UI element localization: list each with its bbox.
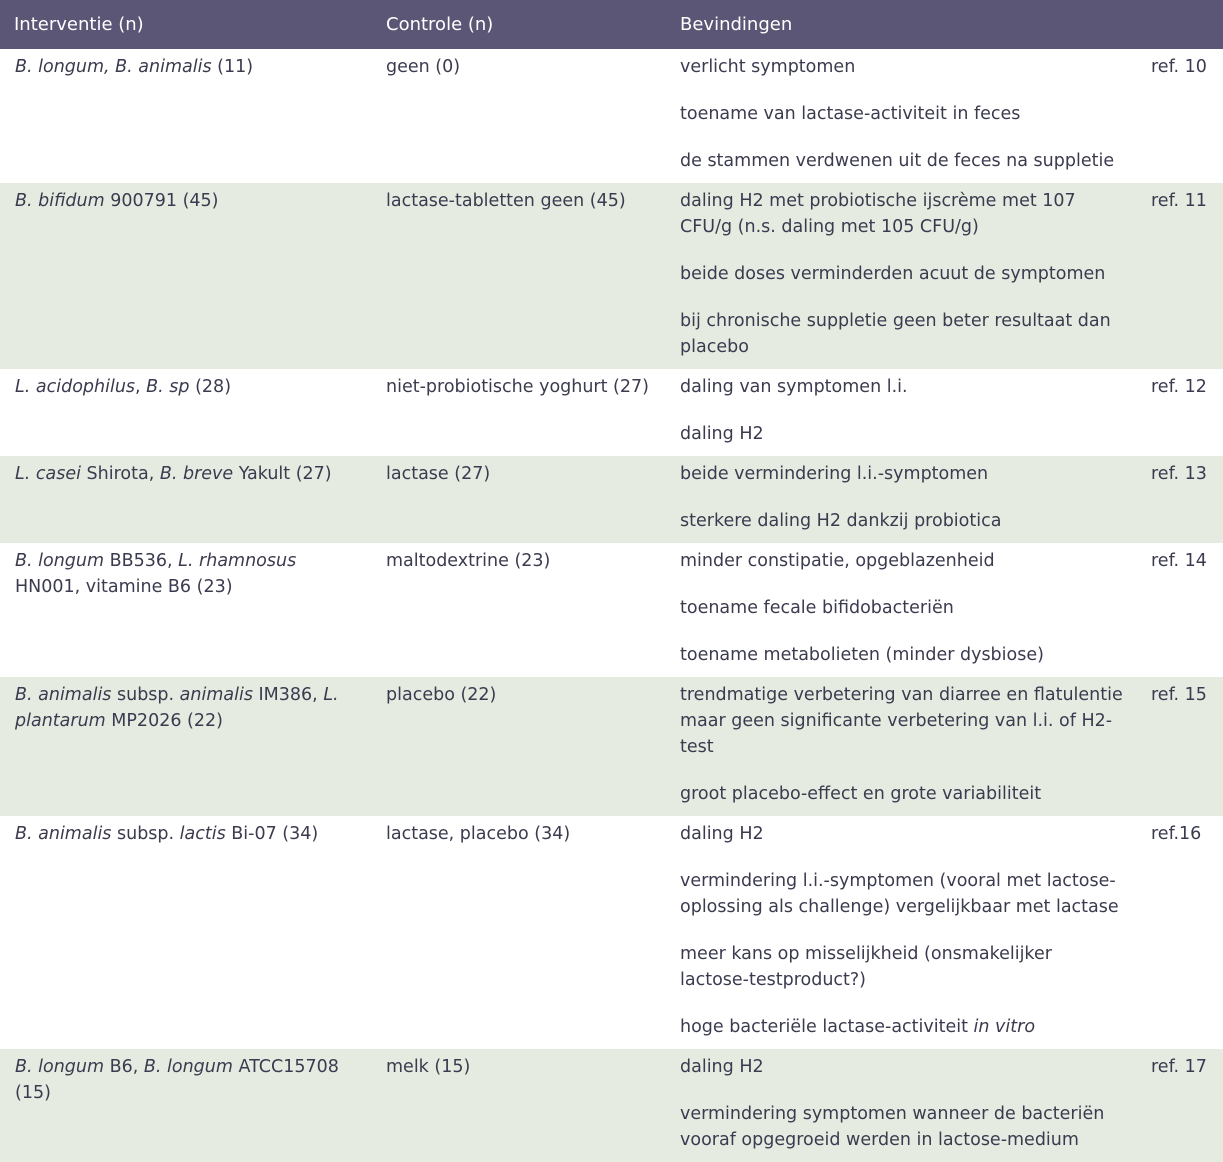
intervention-text: BB536,: [104, 551, 179, 571]
table-row: [0, 49, 1223, 183]
species-name: animalis: [179, 685, 253, 705]
intervention-text: ,: [135, 377, 147, 397]
finding-item: vermindering l.i.-symptomen (vooral met lactose-oplossing als challenge) vergelijkbaar met lactase: [680, 871, 1119, 917]
control-cell: [372, 369, 666, 456]
finding-item: daling H2 met probiotische ijscrème met 107 CFU/g (n.s. daling met 105 CFU/g): [680, 191, 1076, 237]
table-row: [0, 456, 1223, 543]
control-text: melk (15): [386, 1057, 471, 1077]
header-control: Controle (n): [372, 0, 666, 49]
finding-item: bij chronische suppletie geen beter resultaat dan placebo: [680, 311, 1111, 357]
species-name: B. animalis: [15, 824, 112, 844]
table-row: [0, 816, 1223, 1049]
findings-cell: [666, 369, 1139, 456]
finding-item: beide doses verminderden acuut de symptomen: [680, 264, 1106, 284]
table-row: [0, 677, 1223, 816]
finding-item: beide vermindering l.i.-symptomen: [680, 464, 989, 484]
intervention-text: (11): [211, 57, 254, 77]
control-text: geen (0): [386, 57, 461, 77]
finding-item: verlicht symptomen: [680, 57, 856, 77]
intervention-text: HN001, vitamine B6 (23): [15, 577, 233, 597]
intervention-text: Yakult (27): [233, 464, 332, 484]
ref-cell: [1139, 183, 1223, 369]
intervention-cell: [0, 677, 372, 816]
ref-cell: [1139, 816, 1223, 1049]
reference-label: ref. 14: [1151, 551, 1207, 571]
finding-item: de stammen verdwenen uit de feces na suppletie: [680, 151, 1115, 171]
ref-cell: [1139, 369, 1223, 456]
header-row: [0, 0, 1223, 49]
intervention-text: 900791 (45): [104, 191, 219, 211]
intervention-cell: [0, 369, 372, 456]
finding-item: minder constipatie, opgeblazenheid: [680, 551, 995, 571]
control-cell: [372, 816, 666, 1049]
finding-item: meer kans op misselijkheid (onsmakelijker lactose-testproduct?): [680, 944, 1052, 990]
table-row: [0, 183, 1223, 369]
intervention-cell: [0, 183, 372, 369]
header-intervention: Interventie (n): [0, 0, 372, 49]
ref-cell: [1139, 49, 1223, 183]
findings-cell: [666, 1049, 1139, 1162]
intervention-text: subsp.: [111, 824, 180, 844]
species-name: B. longum: [15, 551, 105, 571]
species-name: lactis: [179, 824, 226, 844]
reference-label: ref. 13: [1151, 464, 1207, 484]
header-findings: Bevindingen: [666, 0, 1139, 49]
header-ref: [1139, 0, 1223, 49]
findings-cell: [666, 816, 1139, 1049]
table-row: [0, 543, 1223, 677]
reference-label: ref. 11: [1151, 191, 1207, 211]
table-body: [0, 49, 1223, 1162]
control-text: lactase, placebo (34): [386, 824, 571, 844]
intervention-cell: [0, 543, 372, 677]
finding-item: hoge bacteriële lactase-activiteit in vitro: [680, 1017, 1036, 1037]
intervention-text: B6,: [104, 1057, 144, 1077]
control-cell: [372, 1049, 666, 1162]
intervention-cell: [0, 1049, 372, 1162]
species-name: B. bifidum: [15, 191, 105, 211]
ref-cell: [1139, 543, 1223, 677]
intervention-cell: [0, 456, 372, 543]
intervention-text: ATCC15708 (15): [15, 1057, 339, 1103]
finding-item: daling H2: [680, 824, 764, 844]
finding-item: daling H2: [680, 1057, 764, 1077]
species-name: L. rhamnosus: [178, 551, 297, 571]
finding-item: sterkere daling H2 dankzij probiotica: [680, 511, 1002, 531]
in-vitro-italic: in vitro: [973, 1017, 1036, 1037]
finding-item: daling van symptomen l.i.: [680, 377, 908, 397]
reference-label: ref. 15: [1151, 685, 1207, 705]
species-name: L. plantarum: [15, 685, 339, 731]
ref-cell: [1139, 677, 1223, 816]
intervention-cell: [0, 816, 372, 1049]
species-name: B. sp: [146, 377, 190, 397]
finding-item: groot placebo-effect en grote variabiliteit: [680, 784, 1042, 804]
control-text: placebo (22): [386, 685, 497, 705]
table-row: [0, 1049, 1223, 1162]
control-cell: [372, 183, 666, 369]
control-cell: [372, 677, 666, 816]
species-name: B. longum: [15, 1057, 105, 1077]
intervention-text: MP2026 (22): [105, 711, 223, 731]
finding-item: trendmatige verbetering van diarree en flatulentie maar geen significante verbetering van l.i. of H2-test: [680, 685, 1123, 757]
ref-cell: [1139, 1049, 1223, 1162]
findings-cell: [666, 456, 1139, 543]
control-cell: [372, 456, 666, 543]
intervention-text: IM386,: [252, 685, 324, 705]
control-text: niet-probiotische yoghurt (27): [386, 377, 649, 397]
finding-item: toename van lactase-activiteit in feces: [680, 104, 1021, 124]
control-text: lactase-tabletten geen (45): [386, 191, 626, 211]
reference-label: ref. 12: [1151, 377, 1207, 397]
finding-item: daling H2: [680, 424, 764, 444]
intervention-text: (28): [189, 377, 232, 397]
control-cell: [372, 543, 666, 677]
finding-item: toename fecale bifidobacteriën: [680, 598, 954, 618]
intervention-text: Shirota,: [80, 464, 160, 484]
intervention-text: Bi-07 (34): [225, 824, 319, 844]
reference-label: ref. 17: [1151, 1057, 1207, 1077]
table-row: [0, 369, 1223, 456]
species-name: B. longum: [143, 1057, 233, 1077]
finding-item: toename metabolieten (minder dysbiose): [680, 645, 1044, 665]
species-name: L. casei: [15, 464, 81, 484]
intervention-text: subsp.: [111, 685, 180, 705]
control-cell: [372, 49, 666, 183]
ref-cell: [1139, 456, 1223, 543]
species-name: L. acidophilus: [15, 377, 136, 397]
reference-label: ref.16: [1151, 824, 1202, 844]
species-name: B. longum, B. animalis: [15, 57, 212, 77]
findings-cell: [666, 543, 1139, 677]
intervention-cell: [0, 49, 372, 183]
findings-cell: [666, 183, 1139, 369]
species-name: B. animalis: [15, 685, 112, 705]
findings-cell: [666, 677, 1139, 816]
control-text: maltodextrine (23): [386, 551, 551, 571]
species-name: B. breve: [159, 464, 234, 484]
finding-item: vermindering symptomen wanneer de bacteriën vooraf opgegroeid werden in lactose-medium: [680, 1104, 1105, 1150]
findings-cell: [666, 49, 1139, 183]
reference-label: ref. 10: [1151, 57, 1207, 77]
control-text: lactase (27): [386, 464, 491, 484]
